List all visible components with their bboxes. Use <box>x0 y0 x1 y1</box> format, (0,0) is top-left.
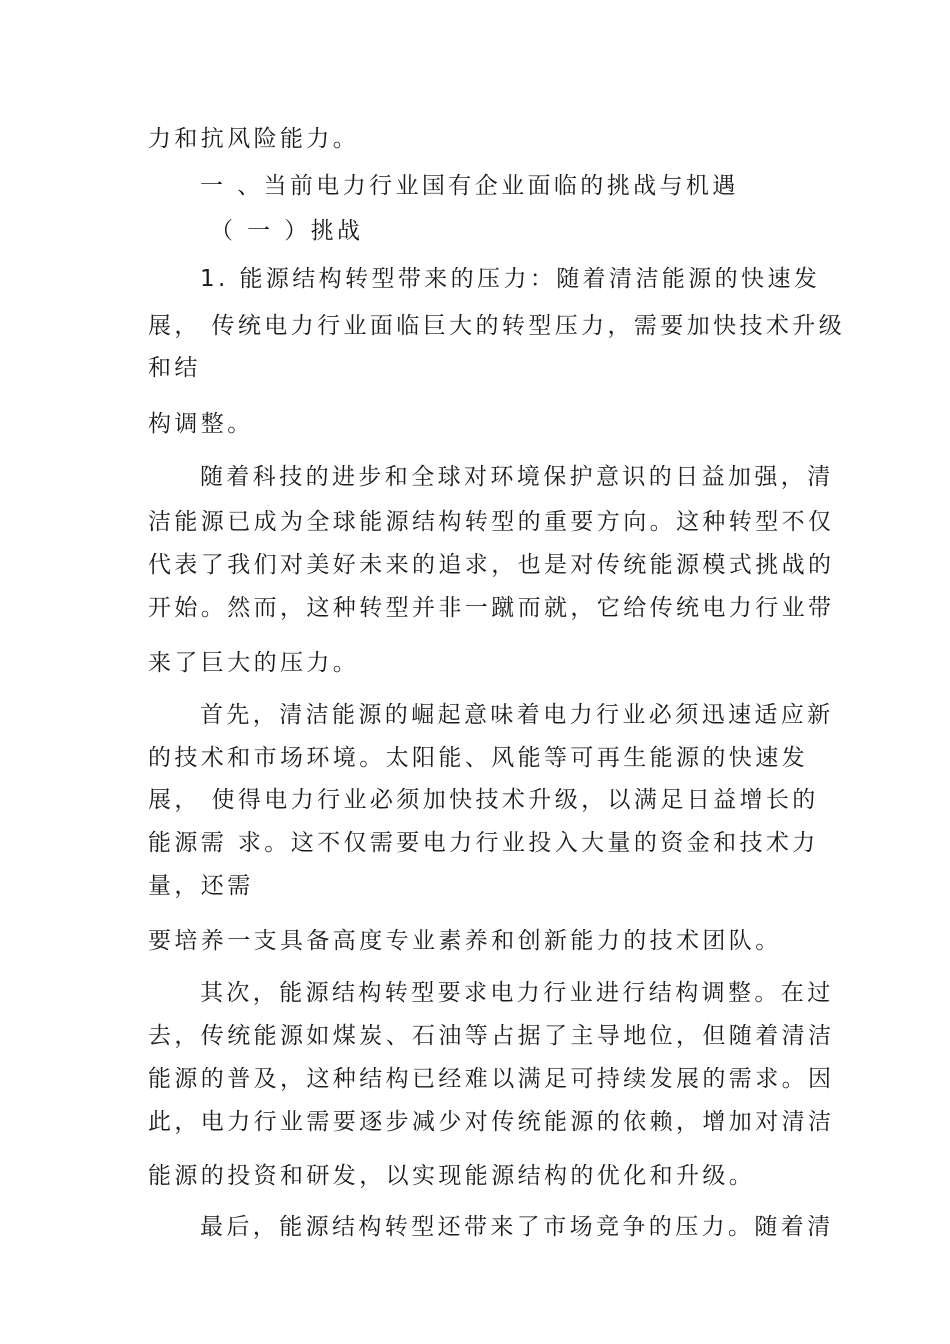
text-line: 能源的普及，这种结构已经难以满足可持续发展的需求。因 <box>148 1066 835 1092</box>
text-line: 此，电力行业需要逐步减少对传统能源的依赖，增加对清洁 <box>148 1109 835 1135</box>
text-line: 展， 传统电力行业面临巨大的转型压力，需要加快技术升级 <box>148 313 846 339</box>
text-line: 力和抗风险能力。 <box>148 126 360 152</box>
text-line: 和结 <box>148 355 201 381</box>
text-line: 最后，能源结构转型还带来了市场竞争的压力。随着清 <box>200 1214 834 1240</box>
text-line: 能源需 求。这不仅需要电力行业投入大量的资金和技术力 <box>148 830 819 856</box>
subsection-heading: （ 一 ）挑战 <box>210 218 364 244</box>
text-line: 开始。然而，这种转型并非一蹴而就，它给传统电力行业带 <box>148 595 835 621</box>
text-line: 随着科技的进步和全球对环境保护意识的日益加强，清 <box>200 464 834 490</box>
text-line: 量，还需 <box>148 873 254 899</box>
text-line: 要培养一支具备高度专业素养和创新能力的技术团队。 <box>148 928 782 954</box>
text-line: 构调整。 <box>148 411 254 437</box>
text-line: 首先，清洁能源的崛起意味着电力行业必须迅速适应新 <box>200 702 834 728</box>
section-heading: 一 、当前电力行业国有企业面临的挑战与机遇 <box>200 173 739 199</box>
text-line: 去，传统能源如煤炭、石油等占据了主导地位，但随着清洁 <box>148 1023 835 1049</box>
text-line: 的技术和市场环境。太阳能、风能等可再生能源的快速发 <box>148 745 808 771</box>
text-line: 1. 能源结构转型带来的压力：随着清洁能源的快速发 <box>200 266 821 292</box>
text-line: 其次，能源结构转型要求电力行业进行结构调整。在过 <box>200 980 834 1006</box>
text-line: 来了巨大的压力。 <box>148 650 360 676</box>
text-line: 能源的投资和研发，以实现能源结构的优化和升级。 <box>148 1163 756 1189</box>
text-line: 代表了我们对美好未来的追求，也是对传统能源模式挑战的 <box>148 552 835 578</box>
text-line: 展， 使得电力行业必须加快技术升级，以满足日益增长的 <box>148 787 819 813</box>
text-line: 洁能源已成为全球能源结构转型的重要方向。这种转型不仅 <box>148 509 835 535</box>
